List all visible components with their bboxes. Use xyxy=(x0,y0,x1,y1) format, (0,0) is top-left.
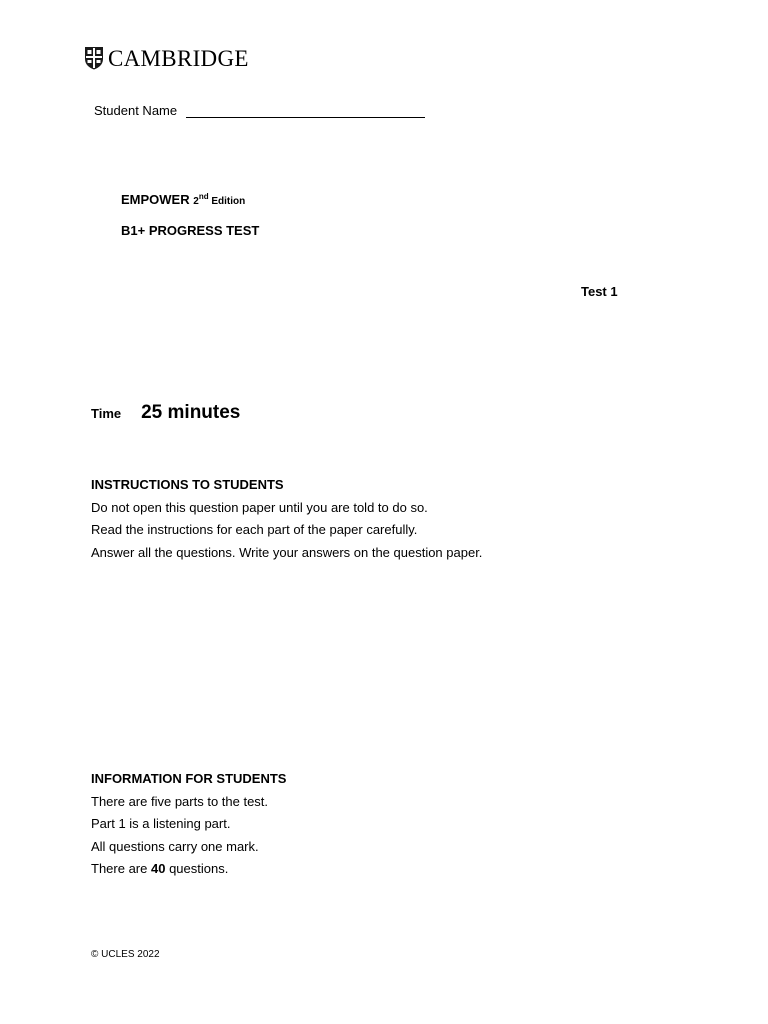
logo-wordmark: CAMBRIDGE xyxy=(108,45,249,71)
instruction-line: Read the instructions for each part of the paper carefully. xyxy=(91,522,418,537)
instruction-line: Do not open this question paper until you are told to do so. xyxy=(91,499,428,515)
course-name: EMPOWER xyxy=(121,192,190,207)
instructions-heading: INSTRUCTIONS TO STUDENTS xyxy=(91,477,284,492)
time-row xyxy=(91,402,240,424)
instructions-section xyxy=(91,474,482,564)
edition-word: Edition xyxy=(211,196,246,207)
edition-suffix: nd xyxy=(198,192,209,201)
question-count-line xyxy=(91,858,286,881)
information-section xyxy=(91,768,286,881)
cambridge-logo xyxy=(84,44,249,72)
time-value: 25 minutes xyxy=(141,402,241,423)
edition-label xyxy=(193,192,246,207)
information-line: There are five parts to the test. xyxy=(91,793,269,809)
test-name: B1+ PROGRESS TEST xyxy=(121,223,260,238)
edition-number: 2 xyxy=(193,196,199,207)
time-label: Time xyxy=(91,406,122,421)
information-line: All questions carry one mark. xyxy=(91,838,259,854)
copyright-footer: © UCLES 2022 xyxy=(91,949,160,960)
student-name-field[interactable] xyxy=(186,101,425,118)
instruction-line: Answer all the questions. Write your answers on the question paper. xyxy=(91,544,483,560)
question-count-value: 40 xyxy=(150,861,166,876)
student-name-label: Student Name xyxy=(94,103,178,118)
university-crest-icon xyxy=(84,46,104,70)
information-line: Part 1 is a listening part. xyxy=(91,816,231,831)
question-count-prefix: There are xyxy=(91,861,151,876)
information-heading: INFORMATION FOR STUDENTS xyxy=(91,771,287,786)
course-title xyxy=(121,192,245,207)
question-count-suffix: questions. xyxy=(165,861,229,876)
student-name-row xyxy=(94,101,425,118)
test-number: Test 1 xyxy=(581,284,618,299)
